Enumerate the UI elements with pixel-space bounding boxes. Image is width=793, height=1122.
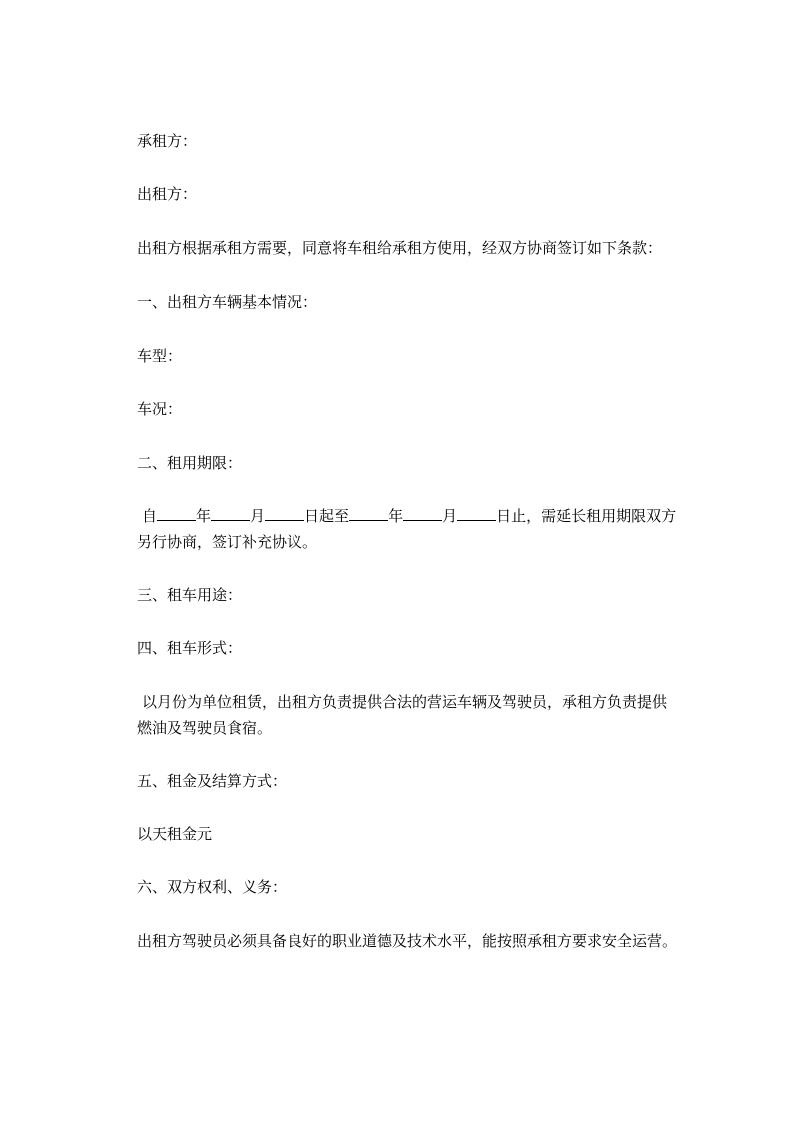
obligation-text: 出租方驾驶员必须具备良好的职业道德及技术水平，能按照承租方要求安全运营。: [137, 932, 678, 950]
term-text-from: 自: [142, 507, 158, 525]
section-3-title: 三、租车用途：: [137, 586, 243, 604]
term-text-year-2: 年: [388, 507, 404, 525]
term-text-end: 日止，需延长租用期限双方: [496, 507, 677, 525]
car-condition-label: 车况：: [137, 400, 183, 418]
term-text-month-2: 月: [442, 507, 458, 525]
rental-term-line-2: 另行协商，签订补充协议。: [137, 533, 318, 551]
start-month-blank: [211, 507, 250, 521]
start-day-blank: [265, 507, 304, 521]
term-text-day-to: 日起至: [304, 507, 350, 525]
section-2-title: 二、租用期限：: [137, 454, 243, 472]
lessor-label: 出租方：: [137, 185, 198, 203]
rental-form-line-2: 燃油及驾驶员食宿。: [137, 719, 273, 737]
intro-paragraph: 出租方根据承租方需要，同意将车租给承租方使用，经双方协商签订如下条款：: [137, 239, 663, 257]
rent-text: 以天租金元: [137, 825, 213, 843]
section-1-title: 一、出租方车辆基本情况：: [137, 293, 318, 311]
end-month-blank: [403, 507, 442, 521]
start-year-blank: [157, 507, 196, 521]
section-4-title: 四、租车形式：: [137, 639, 243, 657]
car-model-label: 车型：: [137, 347, 183, 365]
term-text-year: 年: [196, 507, 212, 525]
rental-term-line: [142, 506, 676, 526]
end-year-blank: [349, 507, 388, 521]
term-text-month: 月: [250, 507, 266, 525]
lessee-label: 承租方：: [137, 132, 198, 150]
section-5-title: 五、租金及结算方式：: [137, 772, 288, 790]
end-day-blank: [457, 507, 496, 521]
section-6-title: 六、双方权利、义务：: [137, 878, 288, 896]
rental-form-line-1: 以月份为单位租赁，出租方负责提供合法的营运车辆及驾驶员，承租方负责提供: [142, 693, 668, 711]
